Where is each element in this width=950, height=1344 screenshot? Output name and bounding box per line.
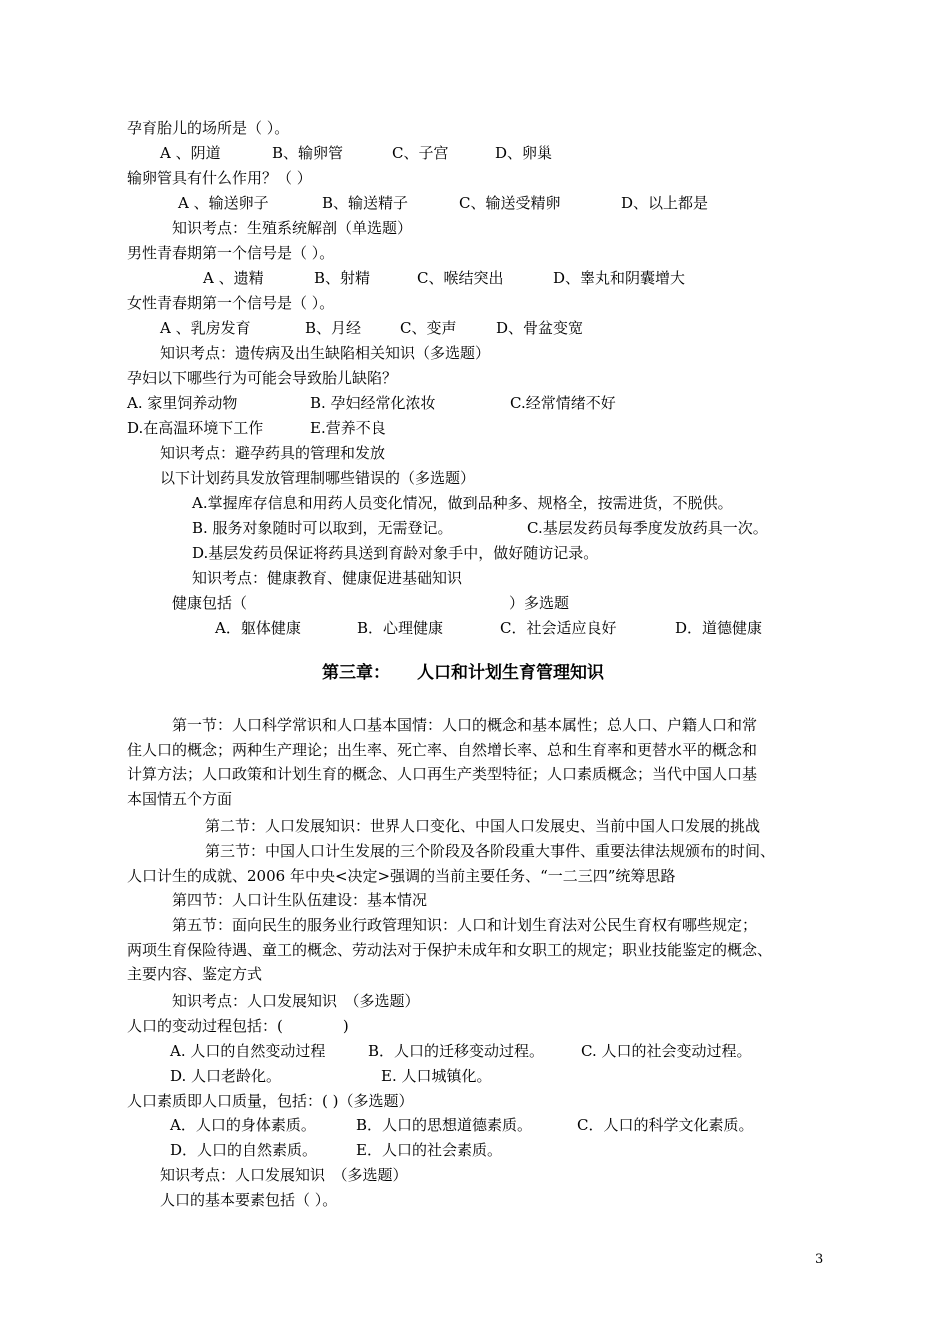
chapter-label: 第三章： — [322, 663, 390, 683]
section-line: 本国情五个方面 — [127, 789, 233, 808]
option: D. 人口老龄化。 — [170, 1067, 282, 1085]
option: B、输卵管 — [272, 144, 344, 162]
option: C.基层发药员每季度发放药具一次。 — [527, 519, 768, 537]
page-number: 3 — [815, 1252, 824, 1267]
option: E. 人口城镇化。 — [381, 1067, 492, 1085]
question-text: 女性青春期第一个信号是（ ）。 — [127, 294, 335, 312]
option: B. 服务对象随时可以取到，无需登记。 — [192, 519, 453, 537]
option: A 、乳房发育 — [160, 319, 251, 337]
option: B、射精 — [314, 269, 371, 287]
option: D、骨盆变宽 — [496, 319, 584, 337]
option: D、以上都是 — [621, 194, 709, 212]
option: C、子宫 — [392, 144, 449, 162]
section-3 — [127, 839, 775, 888]
option: B、输送精子 — [322, 194, 409, 212]
section-1 — [127, 713, 757, 811]
chapter-title: 人口和计划生育管理知识 — [417, 663, 604, 683]
option: A．人口的身体素质。 — [170, 1116, 316, 1134]
option: C. 人口的社会变动过程。 — [581, 1042, 752, 1060]
question-text-left: 健康包括（ — [172, 594, 248, 612]
question-text: 人口的基本要素包括（ ）。 — [160, 1191, 338, 1209]
section-line: 人口计生的成就、2006 年中央<决定>强调的当前主要任务、“一二三四”统筹思路 — [127, 866, 676, 885]
option: B．人口的迁移变动过程。 — [368, 1042, 545, 1060]
option: B. 孕妇经常化浓妆 — [310, 394, 436, 412]
question-text: 孕妇以下哪些行为可能会导致胎儿缺陷？ — [127, 369, 398, 387]
option: A．躯体健康 — [215, 619, 301, 637]
option: B、月经 — [305, 319, 362, 337]
option: D．人口的自然素质。 — [170, 1141, 318, 1159]
section-line: 第五节：面向民生的服务业行政管理知识：人口和计划生育法对公民生育权有哪些规定； — [172, 916, 758, 934]
question-text: 人口素质即人口质量，包括：( )（多选题） — [127, 1092, 414, 1110]
section-line: 主要内容、鉴定方式 — [127, 965, 263, 984]
option: C．社会适应良好 — [500, 619, 617, 637]
option: A. 人口的自然变动过程 — [170, 1042, 326, 1060]
option: A 、遗精 — [203, 269, 264, 287]
option: A 、阴道 — [160, 144, 221, 162]
option: B．人口的思想道德素质。 — [356, 1116, 533, 1134]
option: C．人口的科学文化素质。 — [577, 1116, 754, 1134]
option: C、输送受精卵 — [459, 194, 561, 212]
option: C、喉结突出 — [417, 269, 504, 287]
section-line: 第三节：中国人口计生发展的三个阶段及各阶段重大事件、重要法律法规颁布的时间、 — [205, 842, 776, 860]
option: E.营养不良 — [310, 419, 386, 437]
option: D、卵巢 — [495, 144, 553, 162]
question-text: 男性青春期第一个信号是（ ）。 — [127, 244, 335, 262]
question-text: 以下计划药具发放管理制哪些错误的（多选题） — [160, 469, 476, 487]
question-text-right: ）多选题 — [509, 594, 570, 612]
option: C、变声 — [400, 319, 457, 337]
option: A. 家里饲养动物 — [127, 394, 238, 412]
question-text: 人口的变动过程包括：( ) — [127, 1017, 349, 1035]
section-line: 两项生育保险待遇、童工的概念、劳动法对于保护未成年和女职工的规定；职业技能鉴定的概念、 — [127, 940, 773, 959]
section-line: 计算方法；人口政策和计划生育的概念、人口再生产类型特征；人口素质概念；当代中国人口基 — [127, 765, 758, 784]
question-text: 孕育胎儿的场所是（ ）。 — [127, 119, 290, 137]
section-5 — [127, 913, 772, 987]
option: D．道德健康 — [675, 619, 763, 637]
option: B．心理健康 — [357, 619, 444, 637]
section-line: 住人口的概念；两种生产理论；出生率、死亡率、自然增长率、总和生育率和更替水平的概念和 — [127, 740, 758, 759]
section-line: 第一节：人口科学常识和人口基本国情：人口的概念和基本属性；总人口、户籍人口和常 — [172, 716, 758, 734]
option: D、睾丸和阴囊增大 — [553, 269, 686, 287]
option: A 、输送卵子 — [178, 194, 269, 212]
option: C.经常情绪不好 — [510, 394, 616, 412]
option: D.在高温环境下工作 — [127, 419, 264, 437]
option: E．人口的社会素质。 — [356, 1141, 502, 1159]
question-text: 输卵管具有什么作用？（ ） — [127, 169, 312, 187]
